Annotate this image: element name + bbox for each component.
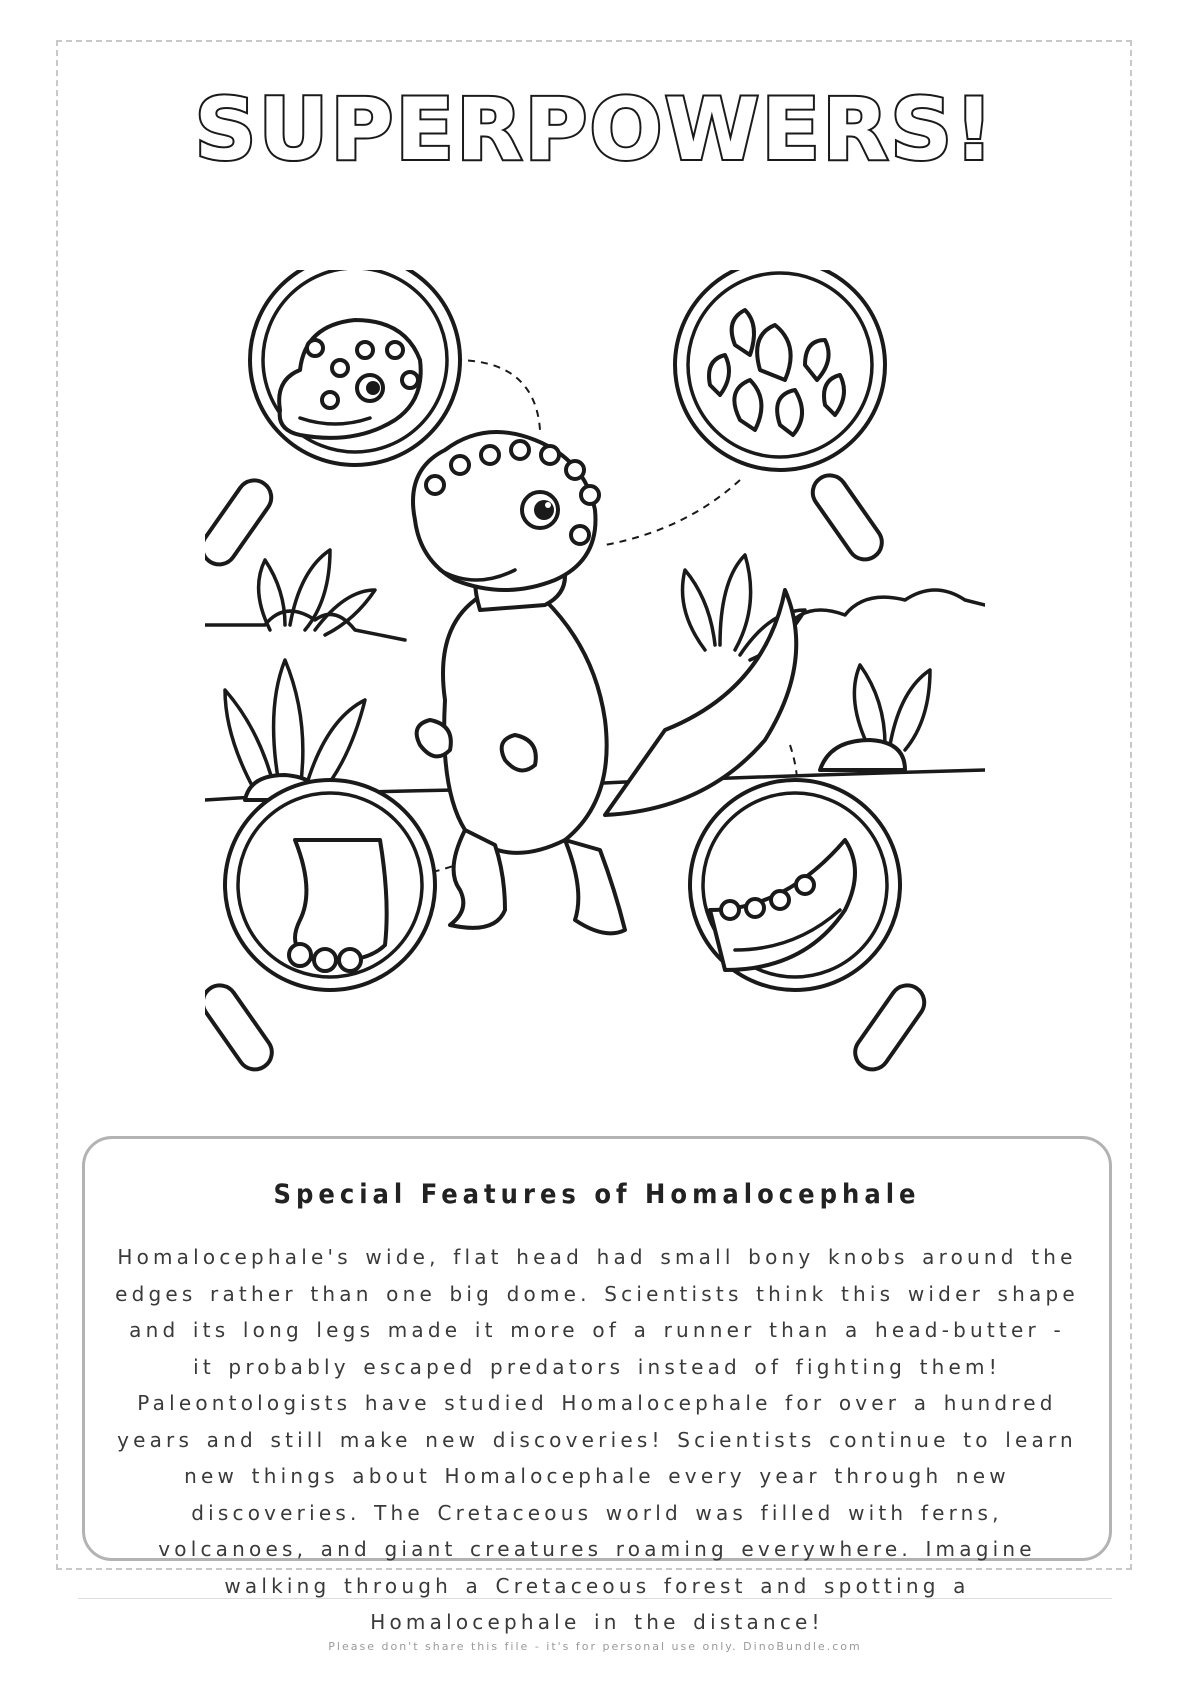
footer-note: Please don't share this file - it's for personal use only. DinoBundle.com — [328, 1640, 862, 1653]
magnifier-leaves-icon — [675, 270, 888, 566]
info-box — [82, 1136, 1112, 1634]
plant-left — [225, 550, 375, 800]
info-heading: Special Features of Homalocephale — [273, 1179, 921, 1210]
magnifier-tail-icon — [690, 780, 931, 1076]
dinosaur-illustration — [205, 270, 985, 1140]
info-body: Homalocephale's wide, flat head had small bony knobs around the edges rather than one big dome. Scientists think this wider shape and its long legs made it more of a runner than a head-butter - it probably escaped predators instead of fighting them! Paleontologists have studied Homalocephale for over a hundred years and still make new discoveries! Scientists continue to learn new things about Homalocephale every year through new discoveries. The Cretaceous world was filled with ferns, volcanoes, and giant creatures roaming everywhere. Imagine walking through a Cretaceous forest and spotting a Homalocephale in the distance! — [115, 1245, 1079, 1634]
page-title: SUPERPOWERS! — [194, 80, 996, 180]
footer-divider — [78, 1598, 1112, 1599]
magnifier-foot-icon — [205, 780, 435, 1076]
